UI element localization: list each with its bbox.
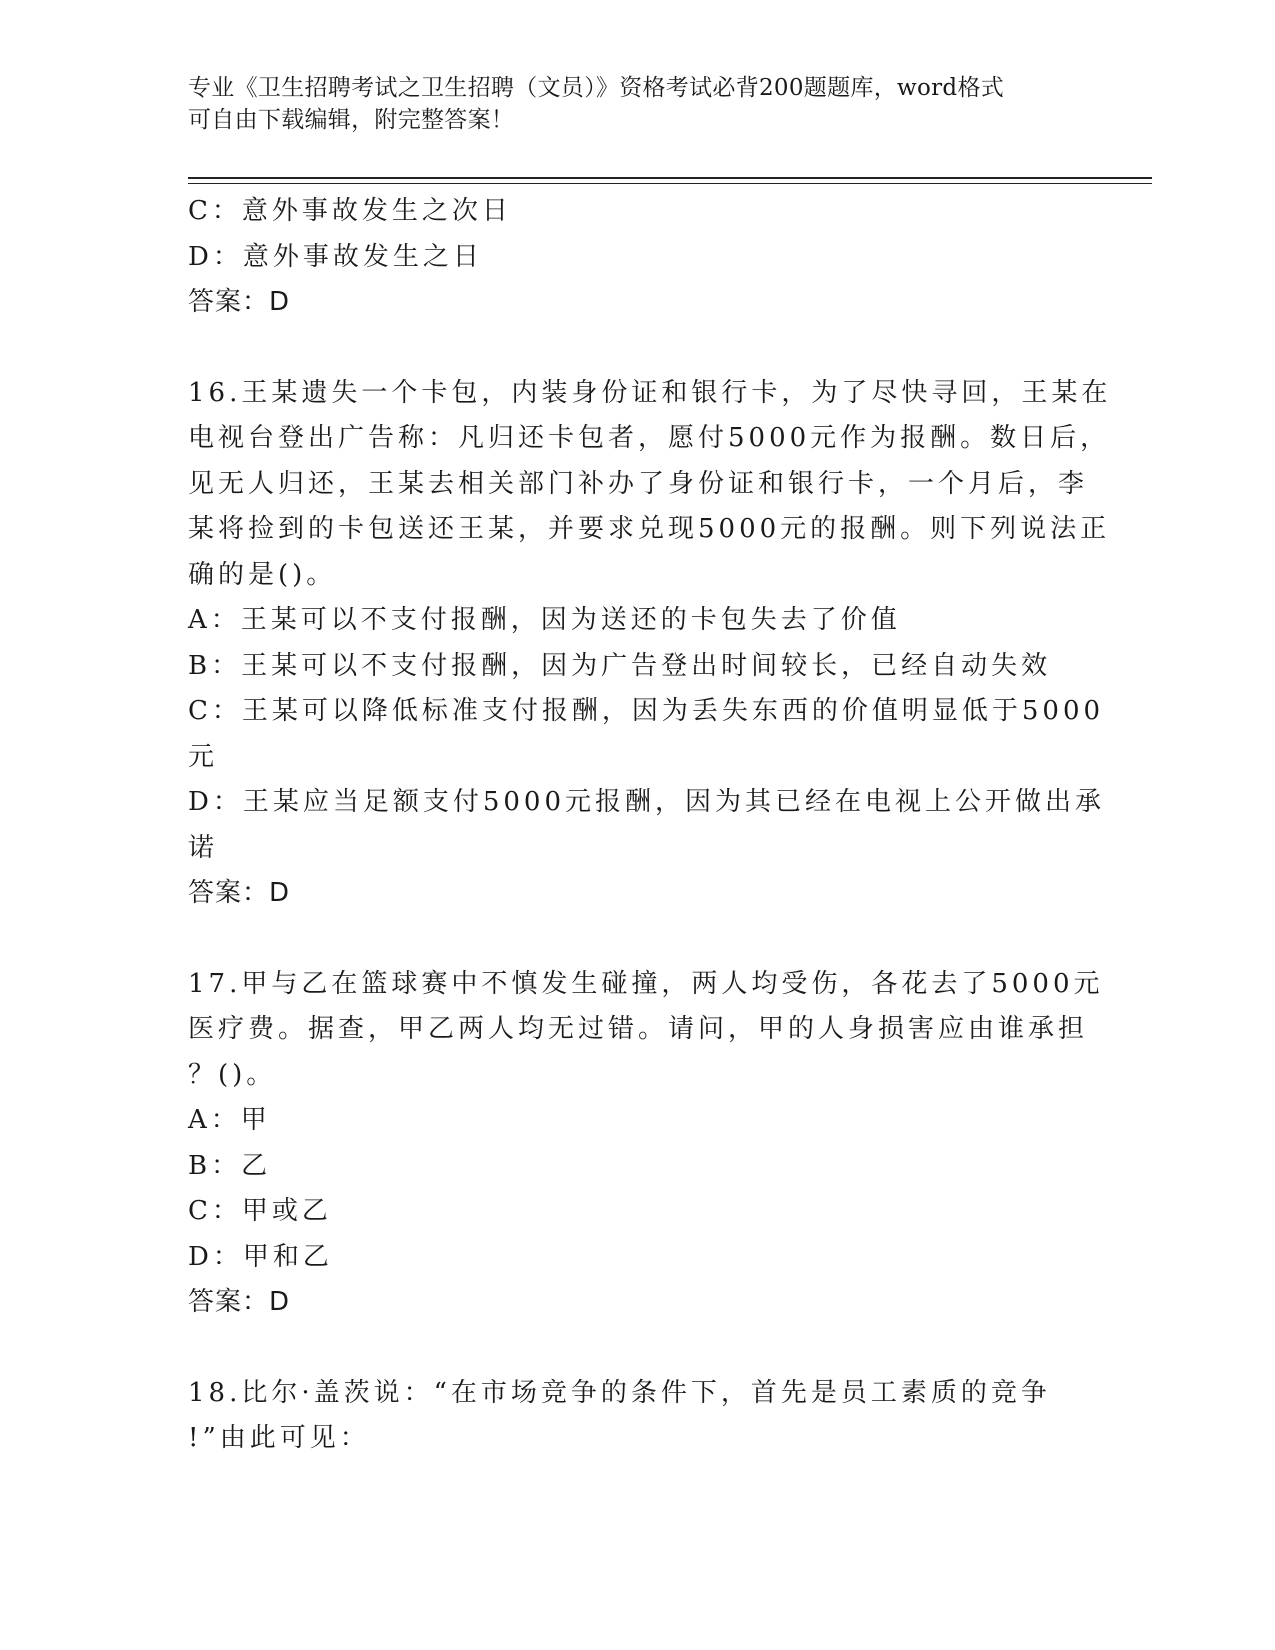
header-line: 专业《卫生招聘考试之卫生招聘（文员）》资格考试必背200题题库，word格式 <box>188 75 1005 101</box>
option-d: D：甲和乙 <box>188 1241 333 1272</box>
question-stem-line: 17.甲与乙在篮球赛中不慎发生碰撞，两人均受伤，各花去了5000元 <box>188 968 1104 999</box>
answer-label: 答案：D <box>188 1287 291 1317</box>
document-body <box>188 189 1112 1462</box>
document-header <box>188 72 1068 136</box>
option-b: B：王某可以不支付报酬，因为广告登出时间较长，已经自动失效 <box>188 650 1052 681</box>
answer-label: 答案：D <box>188 878 291 908</box>
question-stem-line: 18.比尔·盖茨说：“在市场竞争的条件下，首先是员工素质的竞争 <box>188 1377 1051 1408</box>
question-stem-line: 医疗费。据查，甲乙两人均无过错。请问，甲的人身损害应由谁承担 <box>188 1014 1089 1044</box>
option-c: C：意外事故发生之次日 <box>188 196 512 226</box>
header-rule-thick <box>188 177 1152 179</box>
option-c: C：甲或乙 <box>188 1196 332 1226</box>
option-a: A：甲 <box>188 1105 271 1135</box>
question-stem-line: 见无人归还，王某去相关部门补办了身份证和银行卡，一个月后，李 <box>188 468 1089 499</box>
option-d-continued: 诺 <box>188 832 219 863</box>
answer-label: 答案：D <box>188 287 291 317</box>
question-stem-line: 确的是()。 <box>188 559 337 590</box>
question-stem-line: 电视台登出广告称：凡归还卡包者，愿付5000元作为报酬。数日后， <box>188 423 1111 453</box>
question-stem-line: 某将捡到的卡包送还王某，并要求兑现5000元的报酬。则下列说法正 <box>188 514 1111 544</box>
option-d: D：王某应当足额支付5000元报酬，因为其已经在电视上公开做出承 <box>188 787 1106 817</box>
spacer <box>188 917 1088 962</box>
question-18 <box>188 1371 1088 1462</box>
question-stem-line: 16.王某遗失一个卡包，内装身份证和银行卡，为了尽快寻回，王某在 <box>188 377 1112 408</box>
question-15-tail <box>188 189 1088 326</box>
option-c-continued: 元 <box>188 741 219 772</box>
question-stem-line: !”由此可见： <box>188 1423 370 1453</box>
spacer <box>188 1326 1088 1371</box>
header-line: 可自由下载编辑，附完整答案！ <box>188 107 515 133</box>
spacer <box>188 326 1088 371</box>
question-16 <box>188 371 1112 917</box>
option-b: B：乙 <box>188 1150 272 1181</box>
question-stem-line: ？()。 <box>188 1059 277 1090</box>
option-d: D：意外事故发生之日 <box>188 241 483 272</box>
option-a: A：王某可以不支付报酬，因为送还的卡包失去了价值 <box>188 605 901 635</box>
header-rule-thin <box>188 183 1152 184</box>
option-c: C：王某可以降低标准支付报酬，因为丢失东西的价值明显低于5000 <box>188 696 1105 726</box>
question-17 <box>188 962 1104 1326</box>
